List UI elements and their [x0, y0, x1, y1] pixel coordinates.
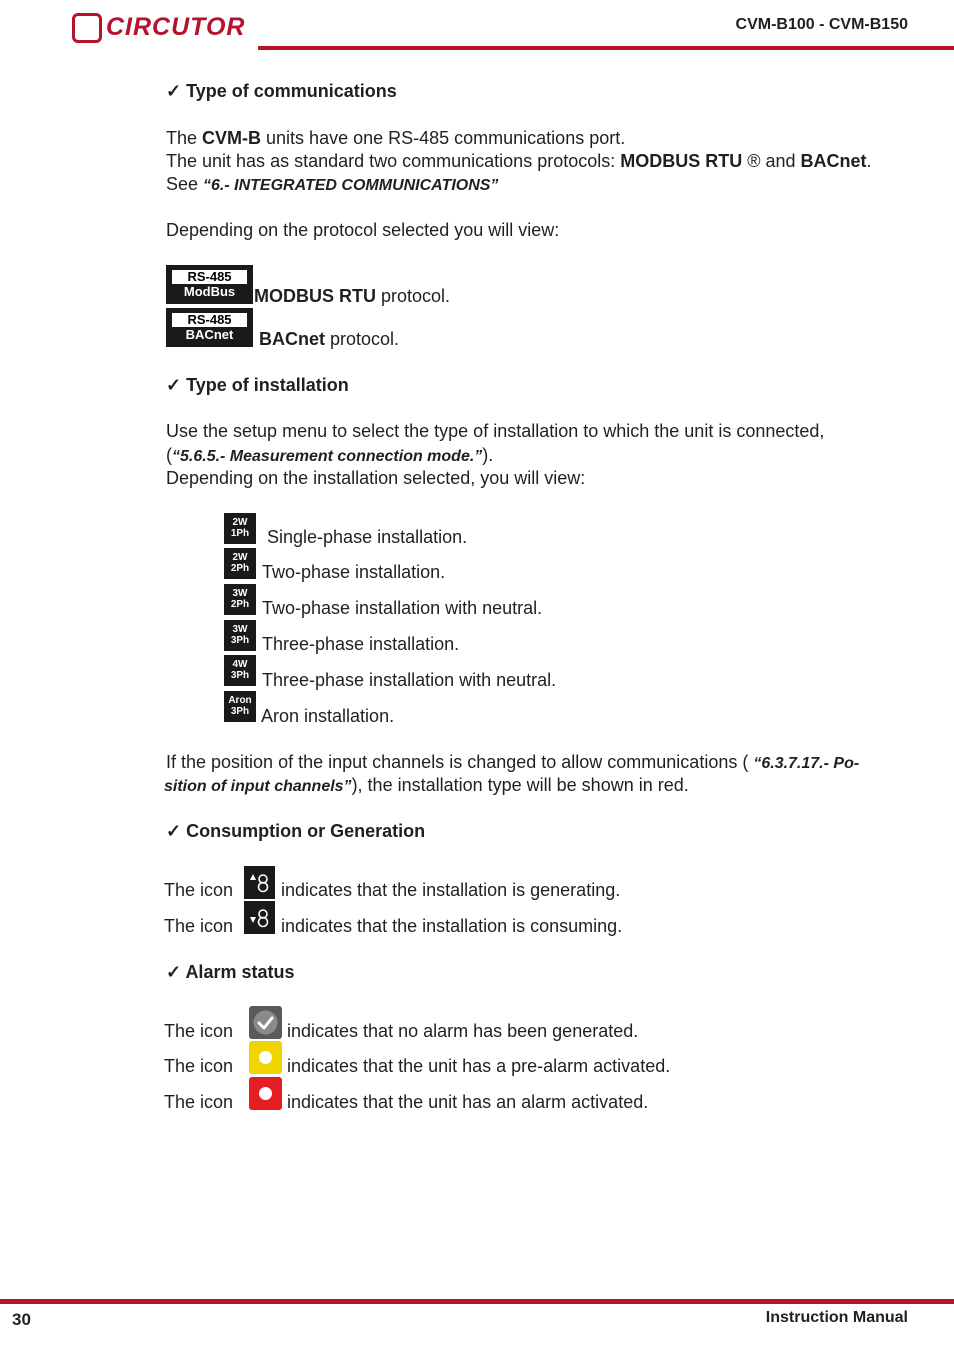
install-line-3: Depending on the installation selected, you will view:: [166, 468, 586, 488]
comm-line-2: The unit has as standard two communications protocols: MODBUS RTU ® and BACnet.: [166, 151, 872, 171]
bacnet-line: BACnet protocol.: [259, 329, 400, 349]
check-icon: ✓: [166, 375, 182, 395]
install-line-1: Use the setup menu to select the type of installation to which the unit is connected,: [166, 421, 825, 441]
con-text: indicates that the installation is consuming.: [281, 916, 623, 936]
install-label-aron: Aron installation.: [261, 706, 395, 726]
bacnet-badge: RS-485 BACnet: [166, 308, 253, 347]
consuming-icon: [244, 901, 275, 934]
consumption-heading: ✓ Consumption or Generation: [166, 821, 426, 841]
footer-manual: Instruction Manual: [765, 1309, 908, 1326]
con-prefix: The icon: [164, 916, 234, 936]
install-note-2: sition of input channels”), the installation type will be shown in red.: [164, 775, 689, 795]
alarm-active-icon: [249, 1077, 282, 1110]
footer-rule: [0, 1299, 954, 1304]
install-label-two-neutral: Two-phase installation with neutral.: [262, 598, 543, 618]
install-icon-4w3ph: 4W 3Ph: [224, 655, 256, 686]
page-number: 30: [12, 1310, 31, 1329]
install-label-single: Single-phase installation.: [267, 527, 468, 547]
comm-heading-text: Type of communications: [186, 81, 397, 101]
alarm-pre-prefix: The icon: [164, 1056, 234, 1076]
header-model: CVM-B100 - CVM-B150: [735, 16, 908, 33]
alarm-heading: ✓ Alarm status: [166, 962, 295, 982]
alarm-pre-text: indicates that the unit has a pre-alarm activated.: [287, 1056, 671, 1076]
pre-alarm-icon: [249, 1041, 282, 1074]
install-icon-3w3ph: 3W 3Ph: [224, 620, 256, 651]
alarm-active-prefix: The icon: [164, 1092, 234, 1112]
gen-text: indicates that the installation is generating.: [281, 880, 621, 900]
comm-line-3: See “6.- INTEGRATED COMMUNICATIONS”: [166, 174, 499, 194]
generating-icon: [244, 866, 275, 899]
install-icon-2w2ph: 2W 2Ph: [224, 548, 256, 579]
alarm-none-prefix: The icon: [164, 1021, 234, 1041]
modbus-badge: RS-485 ModBus: [166, 265, 253, 304]
logo-text: CIRCUTOR: [106, 13, 246, 41]
install-label-two: Two-phase installation.: [262, 562, 446, 582]
install-label-three: Three-phase installation.: [262, 634, 460, 654]
install-icon-3w2ph: 3W 2Ph: [224, 584, 256, 615]
no-alarm-check-icon: [249, 1006, 282, 1039]
comm-depending: Depending on the protocol selected you will view:: [166, 220, 560, 240]
logo-mark: [72, 13, 102, 43]
comm-line-1: The CVM-B units have one RS-485 communications port.: [166, 128, 626, 148]
gen-prefix: The icon: [164, 880, 234, 900]
install-line-2: (“5.6.5.- Measurement connection mode.”).: [166, 445, 494, 465]
check-icon: ✓: [166, 821, 182, 841]
header-rule: [258, 46, 954, 50]
check-icon: ✓: [166, 81, 182, 101]
modbus-line: MODBUS RTU protocol.: [254, 286, 451, 306]
install-icon-2w1ph: 2W 1Ph: [224, 513, 256, 544]
install-heading: ✓ Type of installation: [166, 375, 349, 395]
comm-heading: [166, 80, 397, 102]
install-label-three-neutral: Three-phase installation with neutral.: [262, 670, 557, 690]
alarm-none-text: indicates that no alarm has been generated.: [287, 1021, 639, 1041]
check-icon: ✓: [166, 962, 182, 982]
alarm-active-text: indicates that the unit has an alarm activated.: [287, 1092, 649, 1112]
install-icon-aron: Aron 3Ph: [224, 691, 256, 722]
install-note-1: If the position of the input channels is changed to allow communications ( “6.3.7.17.- Po-: [166, 752, 860, 772]
